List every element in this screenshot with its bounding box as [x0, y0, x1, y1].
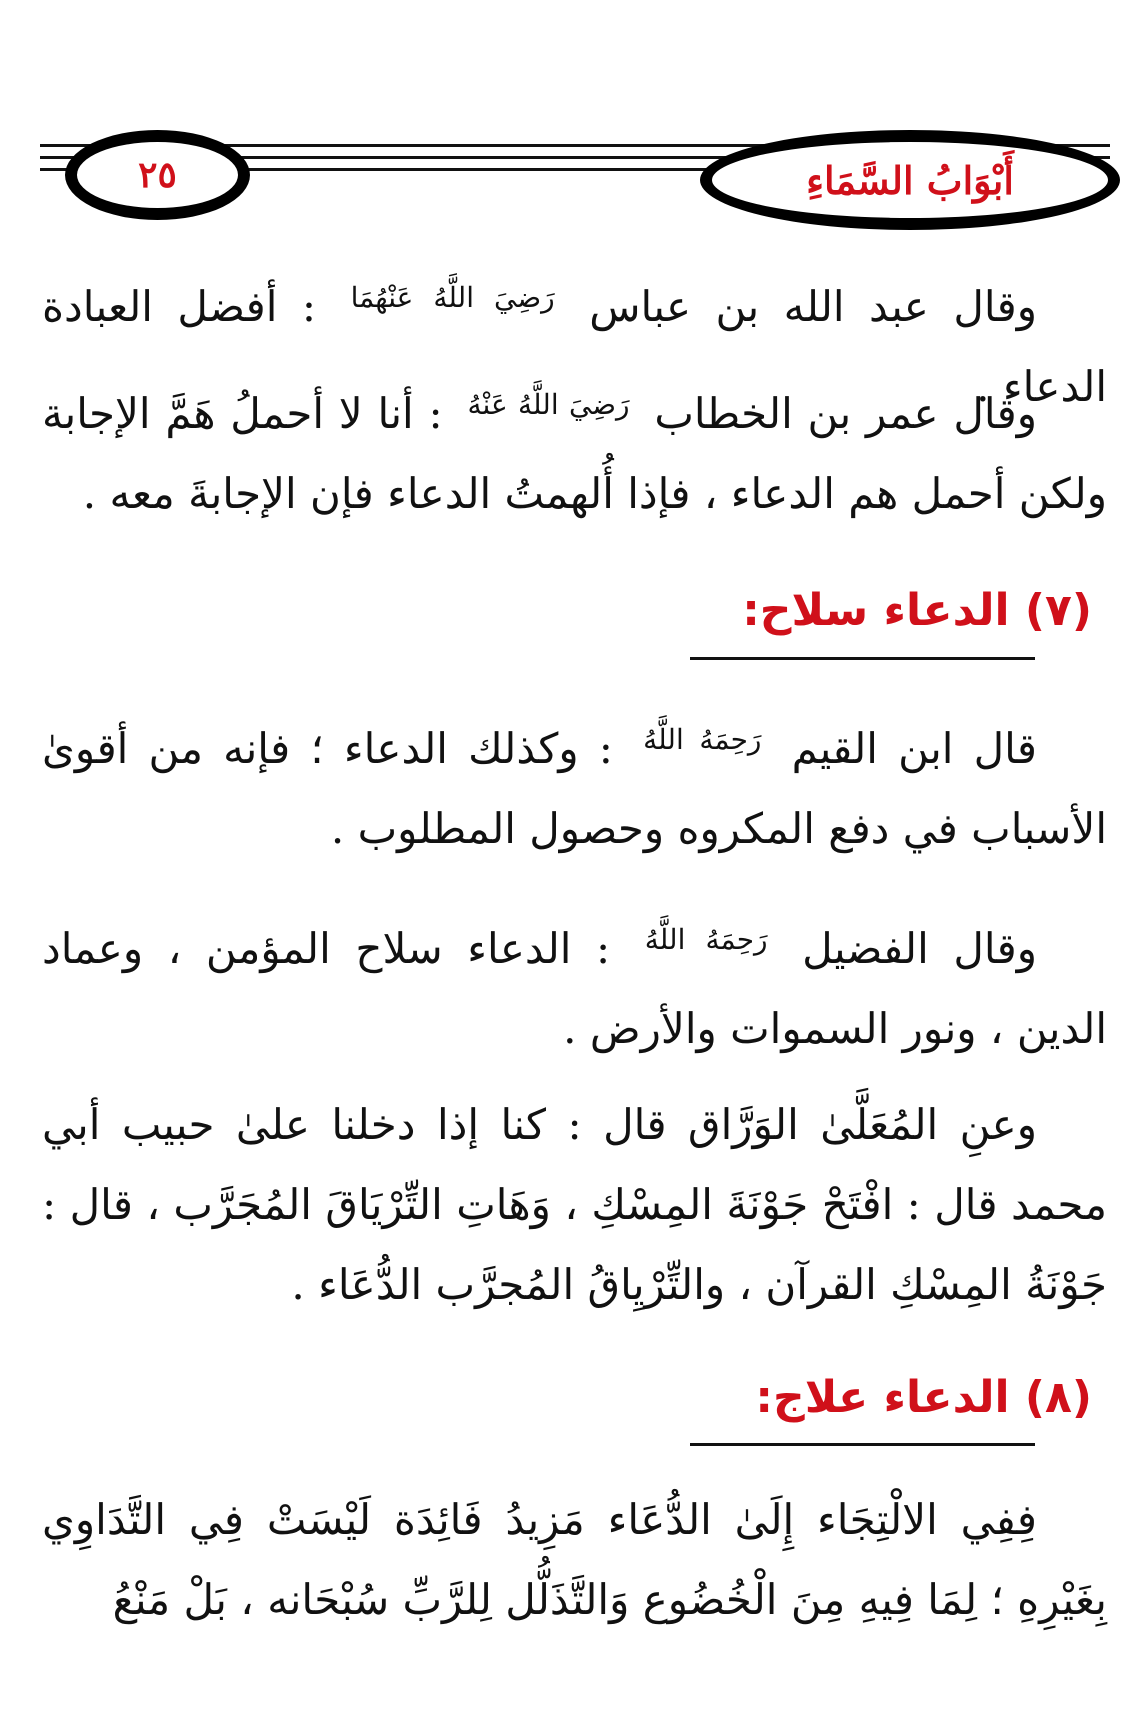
honorific: رَضِيَ اللَّهُ عَنْهُ: [467, 388, 630, 421]
running-title-badge: [700, 130, 1120, 230]
heading-underline: [690, 657, 1035, 660]
paragraph: وقال عبد الله بن عباس $^{رَضِيَ اللَّهُ عَنْهُمَا}$ : أفضل العبادة الدعاء .: [42, 281, 1107, 411]
page-number-badge: [65, 130, 250, 220]
honorific: رَحِمَهُ اللَّهُ: [644, 923, 768, 956]
running-title: أَبْوَابُ السَّمَاءِ: [806, 157, 1014, 203]
section-heading: (٧) الدعاء سلاح:: [742, 585, 1092, 636]
honorific: رَحِمَهُ اللَّهُ: [643, 723, 762, 756]
paragraph: قال ابن القيم $^{رَحِمَهُ اللَّهُ}$ : وكذلك الدعاء ؛ فإنه من أقوىٰ الأسباب في دفع المكروه وحصول المطلوب .: [42, 723, 1107, 853]
heading-underline: [690, 1443, 1035, 1446]
paragraph: فِفِي الالْتِجَاء إِلَىٰ الدُّعَاء مَزِيدُ فَائِدَة لَيْسَتْ فِي التَّدَاوِي بِغَيْرِهِ ؛ لِمَا فِيهِ مِنَ الْخُضُوع وَالتَّذَلُّل لِلرَّبِّ سُبْحَانه ، بَلْ مَنْعُ: [42, 1495, 1107, 1624]
page-header: [40, 120, 1110, 240]
honorific: رَضِيَ اللَّهُ عَنْهُمَا: [350, 281, 555, 314]
section-heading: (٨) الدعاء علاج:: [755, 1372, 1092, 1423]
paragraph: وقال الفضيل $^{رَحِمَهُ اللَّهُ}$ : الدعاء سلاح المؤمن ، وعماد الدين ، ونور السموات والأرض .: [42, 923, 1107, 1053]
paragraph: وعنِ المُعَلَّىٰ الوَرَّاق قال : كنا إذا دخلنا علىٰ حبيب أبي محمد قال : افْتَحْ جَوْنَةَ المِسْكِ ، وَهَاتِ التِّرْيَاقَ المُجَرَّب ، قال : جَوْنَةُ المِسْكِ القرآن ، والتِّرْيِاقُ المُجرَّب الدُّعَاء .: [42, 1100, 1107, 1309]
page-number: ٢٥: [138, 154, 177, 196]
paragraph: وقال عمر بن الخطاب $^{رَضِيَ اللَّهُ عَنْهُ}$ : أنا لا أحملُ هَمَّ الإجابة ولكن أحمل هم الدعاء ، فإذا أُلهمتُ الدعاء فإن الإجابةَ معه .: [42, 388, 1107, 518]
